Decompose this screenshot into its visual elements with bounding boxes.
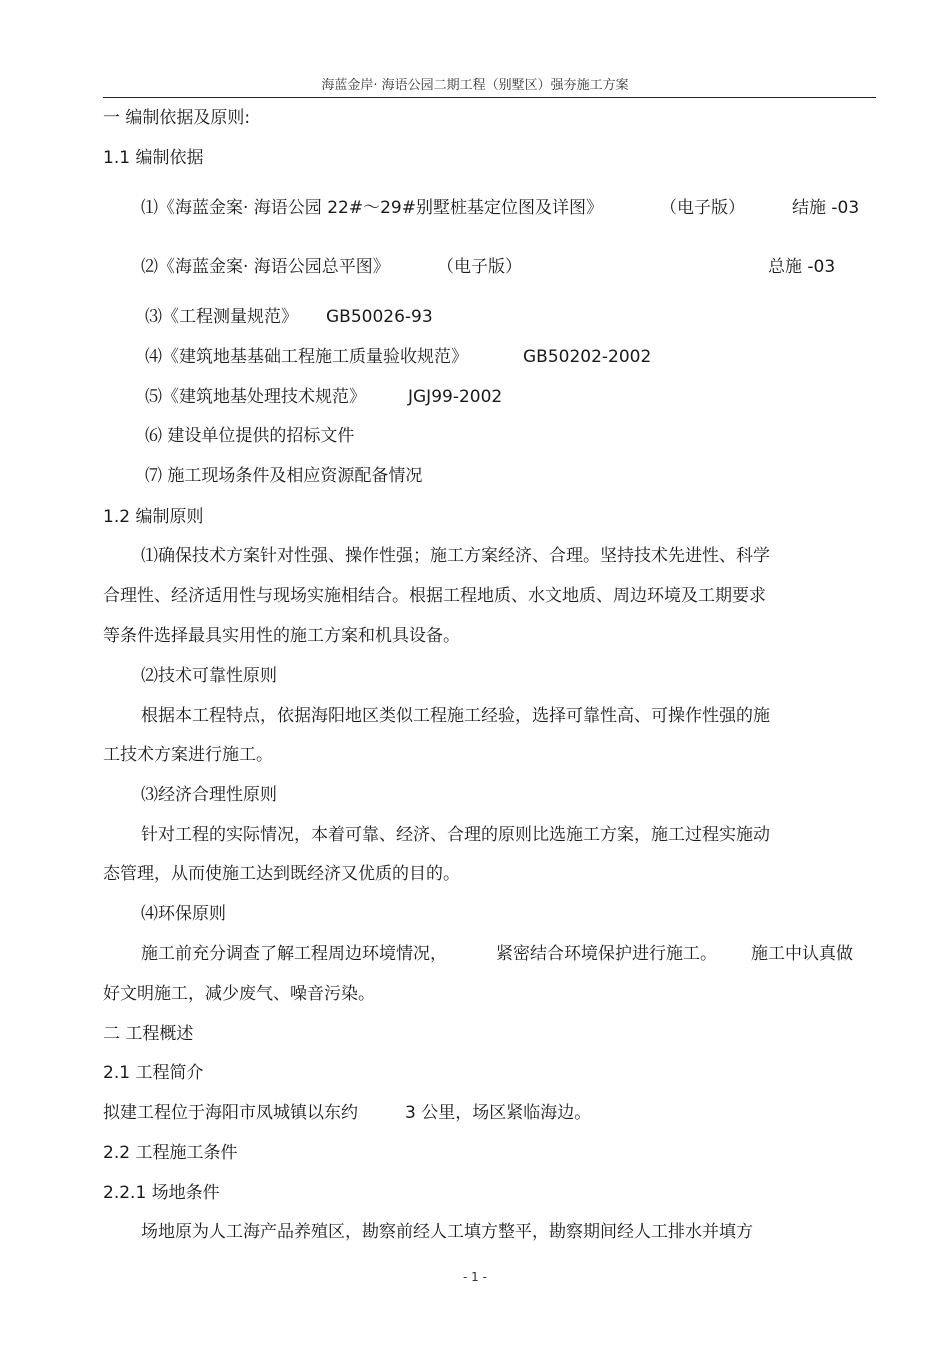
page-number: - 1 - (463, 1270, 487, 1284)
reference-2-code: 总施 -03 (768, 257, 836, 277)
reference-6: ⑹ 建设单位提供的招标文件 (145, 426, 355, 446)
principle-4-line-2: 好文明施工，减少废气、噪音污染。 (103, 984, 375, 1004)
subsection-1-1-heading: 1.1 编制依据 (103, 148, 204, 168)
reference-4-title: ⑷《建筑地基基础工程施工质量验收规范》 (145, 347, 468, 367)
reference-7: ⑺ 施工现场条件及相应资源配备情况 (145, 466, 423, 486)
principle-3-line-2: 态管理，从而使施工达到既经济又优质的目的。 (103, 864, 460, 884)
principle-1-line-1: ⑴确保技术方案针对性强、操作性强；施工方案经济、合理。坚持技术先进性、科学 (141, 546, 770, 566)
principle-4-line-1-part-3: 施工中认真做 (751, 944, 853, 964)
subsection-2-2-heading: 2.2 工程施工条件 (103, 1143, 238, 1163)
site-conditions-text: 场地原为人工海产品养殖区，勘察前经人工填方整平，勘察期间经人工排水并填方 (141, 1222, 753, 1242)
subsection-2-1-heading: 2.1 工程简介 (103, 1063, 204, 1083)
principle-3-line-1: 针对工程的实际情况，本着可靠、经济、合理的原则比选施工方案，施工过程实施动 (141, 825, 770, 845)
reference-1-code: 结施 -03 (792, 198, 860, 218)
header-rule (103, 97, 876, 98)
subsection-1-2-heading: 1.2 编制原则 (103, 507, 204, 527)
section-1-heading: 一 编制依据及原则: (103, 108, 251, 128)
project-intro-part-1: 拟建工程位于海阳市凤城镇以东约 (103, 1103, 358, 1123)
reference-5-code: JGJ99-2002 (408, 387, 503, 407)
principle-4-line-1-part-2: 紧密结合环境保护进行施工。 (496, 944, 717, 964)
reference-3-code: GB50026-93 (326, 307, 433, 327)
running-header: 海蓝金岸· 海语公园二期工程（别墅区）强夯施工方案 (321, 78, 629, 93)
section-2-heading: 二 工程概述 (103, 1024, 194, 1044)
reference-3-title: ⑶《工程测量规范》 (145, 307, 298, 327)
principle-2-line-1: 根据本工程特点，依据海阳地区类似工程施工经验，选择可靠性高、可操作性强的施 (141, 706, 770, 726)
reference-5-title: ⑸《建筑地基处理技术规范》 (145, 387, 366, 407)
reference-1-edition: （电子版） (660, 198, 745, 218)
reference-4-code: GB50202-2002 (523, 347, 652, 367)
principle-1-line-3: 等条件选择最具实用性的施工方案和机具设备。 (103, 626, 460, 646)
project-intro-part-2: 3 公里，场区紧临海边。 (405, 1103, 592, 1123)
principle-2-heading: ⑵技术可靠性原则 (141, 666, 277, 686)
reference-2-edition: （电子版） (437, 257, 522, 277)
principle-1-line-2: 合理性、经济适用性与现场实施相结合。根据工程地质、水文地质、周边环境及工期要求 (103, 586, 766, 606)
reference-2-title: ⑵《海蓝金案· 海语公园总平图》 (141, 257, 390, 277)
reference-1-title: ⑴《海蓝金案· 海语公园 22#～29#别墅桩基定位图及详图》 (141, 198, 603, 218)
principle-2-line-2: 工技术方案进行施工。 (103, 745, 273, 765)
principle-3-heading: ⑶经济合理性原则 (141, 785, 277, 805)
principle-4-heading: ⑷环保原则 (141, 904, 226, 924)
principle-4-line-1-part-1: 施工前充分调查了解工程周边环境情况， (141, 944, 447, 964)
subsection-2-2-1-heading: 2.2.1 场地条件 (103, 1183, 220, 1203)
